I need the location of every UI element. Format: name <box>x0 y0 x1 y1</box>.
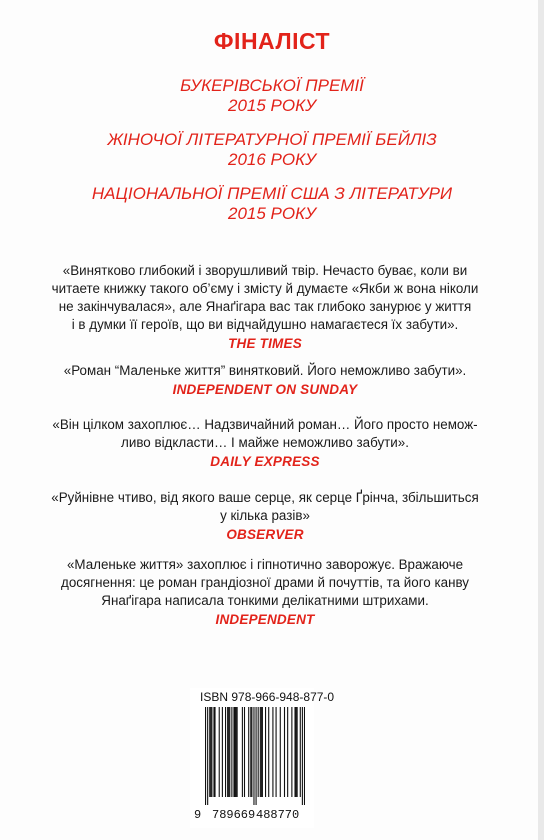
barcode-bar <box>209 707 210 797</box>
award-baileys <box>0 130 544 170</box>
barcode-bar <box>228 707 229 797</box>
quote-line: Янаґігара написала тонкими делікатними штрихами. <box>101 593 429 608</box>
barcode-guard-bar <box>205 707 206 805</box>
review-quote <box>22 489 508 544</box>
barcode-bar <box>233 707 234 797</box>
barcode-bar <box>296 707 297 797</box>
quote-line: «Винятково глибокий і зворушливий твір. Нечасто буває, коли ви <box>62 263 468 278</box>
barcode-bar <box>231 707 232 797</box>
barcode-bar <box>294 707 295 797</box>
barcode-bar <box>265 707 266 797</box>
barcode-bar <box>219 707 220 797</box>
award-national-book <box>0 184 544 224</box>
award-title: ЖІНОЧОЇ ЛІТЕРАТУРНОЇ ПРЕМІЇ БЕЙЛІЗ <box>107 130 437 149</box>
barcode-digit-first: 9 <box>194 808 202 822</box>
barcode-bar <box>242 707 243 797</box>
quote-line: «Роман “Маленьке життя” винятковий. Його неможливо забути». <box>63 363 467 378</box>
barcode-bar <box>297 707 298 797</box>
barcode-bar <box>260 707 261 797</box>
barcode-bar <box>244 707 245 797</box>
quote-line: «Руйнівне чтиво, від якого ваше серце, як серце Ґрінча, збільшиться <box>51 490 479 505</box>
barcode-bar <box>214 707 215 797</box>
review-quote <box>22 262 508 353</box>
barcode-bar <box>227 707 228 797</box>
barcode-guard-bar <box>302 707 303 805</box>
barcode-bar <box>262 707 263 797</box>
barcode-guard-bar <box>256 707 257 805</box>
quote-line: не закінчувалася», але Янаґігара вас так глибоко занурює у життя <box>58 299 472 314</box>
barcode-guard-bar <box>253 707 254 805</box>
barcode-bar <box>272 707 273 797</box>
award-year: 2016 РОКУ <box>228 150 316 169</box>
quote-line: ливо відкласти… І майже неможливо забути». <box>121 435 409 450</box>
barcode-bar <box>280 707 281 797</box>
barcode-bar <box>261 707 262 797</box>
barcode-digits-right: 488770 <box>256 808 300 822</box>
award-booker <box>0 76 544 116</box>
barcode-bar <box>234 707 235 797</box>
quote-source: OBSERVER <box>226 527 304 542</box>
quote-line: «Він цілком захоплює… Надзвичайний роман… Його просто немож- <box>52 417 478 432</box>
quote-source: THE TIMES <box>228 336 302 351</box>
award-title: НАЦІОНАЛЬНОЇ ПРЕМІЇ США З ЛІТЕРАТУРИ <box>91 184 453 203</box>
barcode-bar <box>248 707 249 797</box>
barcode-image <box>205 707 305 805</box>
quote-source: DAILY EXPRESS <box>210 454 320 469</box>
award-title: БУКЕРІВСЬКОЇ ПРЕМІЇ <box>180 76 364 95</box>
barcode-bar <box>225 707 226 797</box>
isbn-label: ISBN 978-966-948-877-0 <box>200 690 335 704</box>
quote-source: INDEPENDENT <box>215 612 315 627</box>
barcode-bar <box>250 707 251 797</box>
barcode-bar <box>213 707 214 797</box>
barcode-bar <box>251 707 252 797</box>
quote-line: «Маленьке життя» захоплює і гіпнотично заворожує. Вражаюче <box>66 557 464 572</box>
quote-source: INDEPENDENT ON SUNDAY <box>172 382 358 397</box>
review-quote <box>22 362 508 399</box>
quote-line: досягнення: це роман грандіозної драми й почуттів, та його канву <box>61 575 469 590</box>
barcode-bar <box>236 707 237 797</box>
award-year: 2015 РОКУ <box>228 96 316 115</box>
barcode-guard-bar <box>304 707 305 805</box>
barcode-bar <box>291 707 292 797</box>
barcode-bar <box>300 707 301 797</box>
barcode-bar <box>229 707 230 797</box>
barcode-bar <box>287 707 288 797</box>
barcode-digits-left: 789669 <box>212 808 256 822</box>
barcode-guard-bar <box>207 707 208 805</box>
barcode-bar <box>211 707 212 797</box>
review-quote <box>22 416 508 471</box>
barcode-bar <box>258 707 259 797</box>
barcode-bar <box>268 707 269 797</box>
finalist-heading: ФІНАЛІСТ <box>213 28 331 54</box>
barcode-bar <box>237 707 238 797</box>
quote-line: і в думки її героїв, що ви відчайдушно намагаєтеся їх забути». <box>71 317 459 332</box>
barcode-bar <box>222 707 223 797</box>
quote-line: читаете книжку такого об’єму і змісту й думаєте «Якби ж вона ніколи <box>51 281 479 296</box>
barcode-bar <box>276 707 277 797</box>
barcode-bar <box>284 707 285 797</box>
review-quote <box>22 556 508 629</box>
award-year: 2015 РОКУ <box>228 204 316 223</box>
barcode-bar <box>210 707 211 797</box>
quote-line: у кілька разів» <box>220 508 310 523</box>
